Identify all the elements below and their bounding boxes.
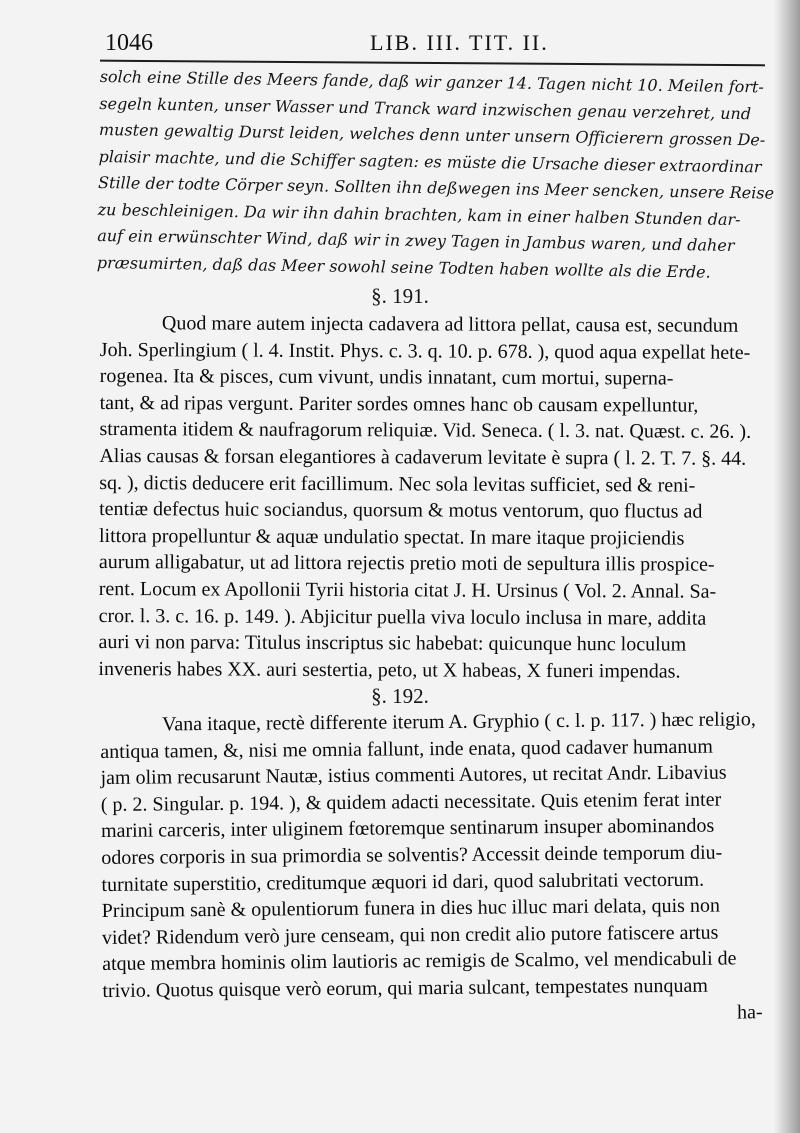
text-line: tant, & ad ripas vergunt. Pariter sordes omnes hanc ob causam expelluntur, <box>99 391 699 417</box>
text-line: littora propelluntur & aquæ undulatio spectat. In mare itaque projiciendis <box>98 524 685 550</box>
german-paragraph <box>96 64 775 286</box>
text-line: præsumirten, daß das Meer sowohl seine Todten haben wollte als die Erde. <box>96 252 711 282</box>
text-line: inveneris habes XX. auri sestertia, peto, ut X habeas, X funeri impendas. <box>98 657 681 683</box>
text-line: solch eine Stille des Meers fande, daß wir ganzer 14. Tagen nicht 10. Meilen fort- <box>99 66 764 97</box>
text-line: odores corporis in sua primordia se solventis? Accessit deinde temporum diu- <box>101 841 723 869</box>
text-line: rogenea. Ita & pisces, cum vivunt, undis innatant, cum mortui, superna- <box>99 365 674 390</box>
text-line: aurum alligabatur, ut ad littora rejectis pretio moti de sepultura illis prospice- <box>98 551 715 577</box>
section-191-body <box>98 310 770 685</box>
section-heading-192: §. 192. <box>371 684 429 708</box>
text-line: jam olim recusarunt Nautæ, istius commenti Autores, ut recitat Andr. Libavius <box>100 761 727 790</box>
text-line: marini carceris, inter uliginem fœtoremque sentinarum insuper abominandos <box>100 815 715 843</box>
section-heading-191: §. 191. <box>371 284 429 308</box>
text-line: stramenta itidem & naufragorum reliquiæ. Vid. Seneca. ( l. 3. nat. Quæst. c. 26. ). <box>99 418 752 444</box>
running-head: LIB. III. TIT. II. <box>370 30 549 55</box>
text-line: plaisir machte, und die Schiffer sagten: es müste die Ursache dieser extraordinar <box>98 146 762 176</box>
text-line: ( p. 2. Singular. p. 194. ), & quidem adacti necessitate. Quis etenim ferat inter <box>100 788 722 816</box>
text-line: musten gewaltig Durst leiden, welches denn unter unsern Officierern grossen De- <box>98 119 766 150</box>
page-header <box>105 30 765 62</box>
text-line: tentiæ defectus huic sociandus, quorsum & motus ventorum, quo fluctus ad <box>99 498 703 523</box>
text-line: antiqua tamen, &, nisi me omnia fallunt, inde enata, quod cadaver humanum <box>100 735 714 763</box>
section-192-body <box>100 706 773 1031</box>
text-line: atque membra hominis olim lautioris ac remigis de Scalmo, vel mendicabuli de <box>102 947 737 976</box>
text-line: turnitate superstitio, creditumque æquori id dari, quod salubritati vectorum. <box>101 868 705 896</box>
text-line: Joh. Sperlingium ( l. 4. Instit. Phys. c. 3. q. 10. p. 678. ), quod aqua expellat hete- <box>99 338 751 364</box>
text-line: Principum sanè & opulentiorum funera in dies huc illuc mari delata, quis non <box>101 894 721 923</box>
catchword: ha- <box>736 1000 763 1023</box>
text-line: segeln kunten, unser Wasser und Tranck ward inzwischen genau verzehret, und <box>99 93 752 123</box>
text-line: auri vi non parva: Titulus inscriptus sic habebat: quicunque hunc loculum <box>98 631 687 656</box>
page-edge-shadow <box>774 0 800 1133</box>
text-line: Vana itaque, rectè differente iterum A. Gryphio ( c. l. p. 117. ) hæc religio, <box>162 708 756 736</box>
text-line: videt? Ridendum verò jure censeam, qui non credit alio putore fatiscere artus <box>101 921 719 949</box>
text-line: Alias causas & forsan elegantiores à cadaverum levitate è supra ( l. 2. T. 7. §. 44. <box>99 444 747 470</box>
text-line: cror. l. 3. c. 16. p. 149. ). Abjicitur puella viva loculo inclusa in mare, addita <box>98 604 707 630</box>
text-line: zu beschleinigen. Da wir ihn dahin brachten, kam in einer halben Stunden dar- <box>97 199 741 229</box>
text-line: sq. ), dictis deducere erit facillimum. Nec sola levitas sufficiet, sed & reni- <box>99 471 696 497</box>
text-line: Quod mare autem injecta cadavera ad littora pellat, causa est, secundum <box>161 312 739 337</box>
text-line: auf ein erwünschter Wind, daß wir in zwey Tagen in Jambus waren, und daher <box>97 225 735 255</box>
page-number: 1046 <box>105 30 153 56</box>
text-line: Stille der todte Cörper seyn. Sollten ihn deßwegen ins Meer sencken, unsere Reise <box>97 172 775 203</box>
text-line: rent. Locum ex Apollonii Tyrii historia citat J. H. Ursinus ( Vol. 2. Annal. Sa- <box>98 577 717 603</box>
text-line: trivio. Quotus quisque verò eorum, qui maria sulcant, tempestates nunquam <box>102 974 708 1002</box>
